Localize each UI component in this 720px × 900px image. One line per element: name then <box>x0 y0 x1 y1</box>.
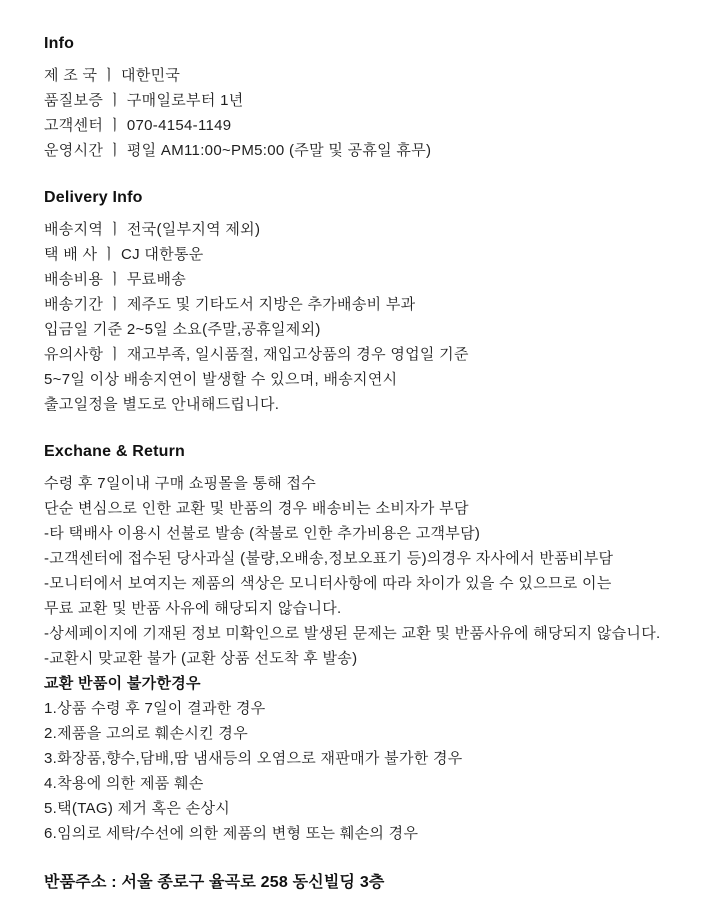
delivery-row-notice: 유의사항 ㅣ 재고부족, 일시품절, 재입고상품의 경우 영업일 기준 <box>44 346 469 363</box>
delivery-section <box>44 185 690 417</box>
disallowed-case-5: 5.택(TAG) 제거 혹은 손상시 <box>44 800 231 817</box>
delivery-row-period: 배송기간 ㅣ 제주도 및 기타도서 지방은 추가배송비 부과 <box>44 296 416 313</box>
delivery-row-period-detail: 입금일 기준 2~5일 소요(주말,공휴일제외) <box>44 321 321 338</box>
delivery-row-courier: 택 배 사 ㅣ CJ 대한통운 <box>44 246 204 263</box>
disallowed-case-1: 1.상품 수령 후 7일이 결과한 경우 <box>44 700 266 717</box>
exchange-row-other-courier: -타 택배사 이용시 선불로 발송 (착불로 인한 추가비용은 고객부담) <box>44 525 481 542</box>
exchange-row-receipt-window: 수령 후 7일이내 구매 쇼핑몰을 통해 접수 <box>44 475 317 492</box>
exchange-row-change-of-mind: 단순 변심으로 인한 교환 및 반품의 경우 배송비는 소비자가 부담 <box>44 500 469 517</box>
delivery-section-title: Delivery Info <box>44 189 143 206</box>
exchange-disallowed-subheading: 교환 반품이 불가한경우 <box>44 675 201 692</box>
delivery-row-region: 배송지역 ㅣ 전국(일부지역 제외) <box>44 221 261 238</box>
disallowed-case-6: 6.임의로 세탁/수선에 의한 제품의 변형 또는 훼손의 경우 <box>44 825 419 842</box>
delivery-row-notice-cont1: 5~7일 이상 배송지연이 발생할 수 있으며, 배송지연시 <box>44 371 398 388</box>
disallowed-case-4: 4.착용에 의한 제품 훼손 <box>44 775 204 792</box>
exchange-row-company-fault: -고객센터에 접수된 당사과실 (불량,오배송,정보오표기 등)의경우 자사에서 반품비부담 <box>44 550 614 567</box>
info-row-manufacture-country: 제 조 국 ㅣ 대한민국 <box>44 67 181 84</box>
exchange-return-section-title: Exchane & Return <box>44 443 186 460</box>
info-section <box>44 31 690 163</box>
exchange-return-section <box>44 439 690 846</box>
info-row-quality-warranty: 품질보증 ㅣ 구매일로부터 1년 <box>44 92 244 109</box>
delivery-row-notice-cont2: 출고일정을 별도로 안내해드립니다. <box>44 396 280 413</box>
exchange-row-monitor-color-cont: 무료 교환 및 반품 사유에 해당되지 않습니다. <box>44 600 342 617</box>
return-address: 반품주소 : 서울 종로구 율곡로 258 동신빌딩 3층 <box>44 874 385 891</box>
disallowed-case-3: 3.화장품,향수,담배,땀 냄새등의 오염으로 재판매가 불가한 경우 <box>44 750 463 767</box>
delivery-row-cost: 배송비용 ㅣ 무료배송 <box>44 271 187 288</box>
info-row-business-hours: 운영시간 ㅣ 평일 AM11:00~PM5:00 (주말 및 공휴일 휴무) <box>44 142 432 159</box>
exchange-row-no-direct-swap: -교환시 맞교환 불가 (교환 상품 선도착 후 발송) <box>44 650 358 667</box>
disallowed-case-2: 2.제품을 고의로 훼손시킨 경우 <box>44 725 248 742</box>
info-row-customer-center: 고객센터 ㅣ 070-4154-1149 <box>44 117 232 134</box>
exchange-row-detail-page-info: -상세페이지에 기재된 정보 미확인으로 발생된 문제는 교환 및 반품사유에 해당되지 않습니다. <box>44 625 661 642</box>
info-section-title: Info <box>44 35 75 52</box>
exchange-row-monitor-color: -모니터에서 보여지는 제품의 색상은 모니터사항에 따라 차이가 있을 수 있으므로 이는 <box>44 575 612 592</box>
